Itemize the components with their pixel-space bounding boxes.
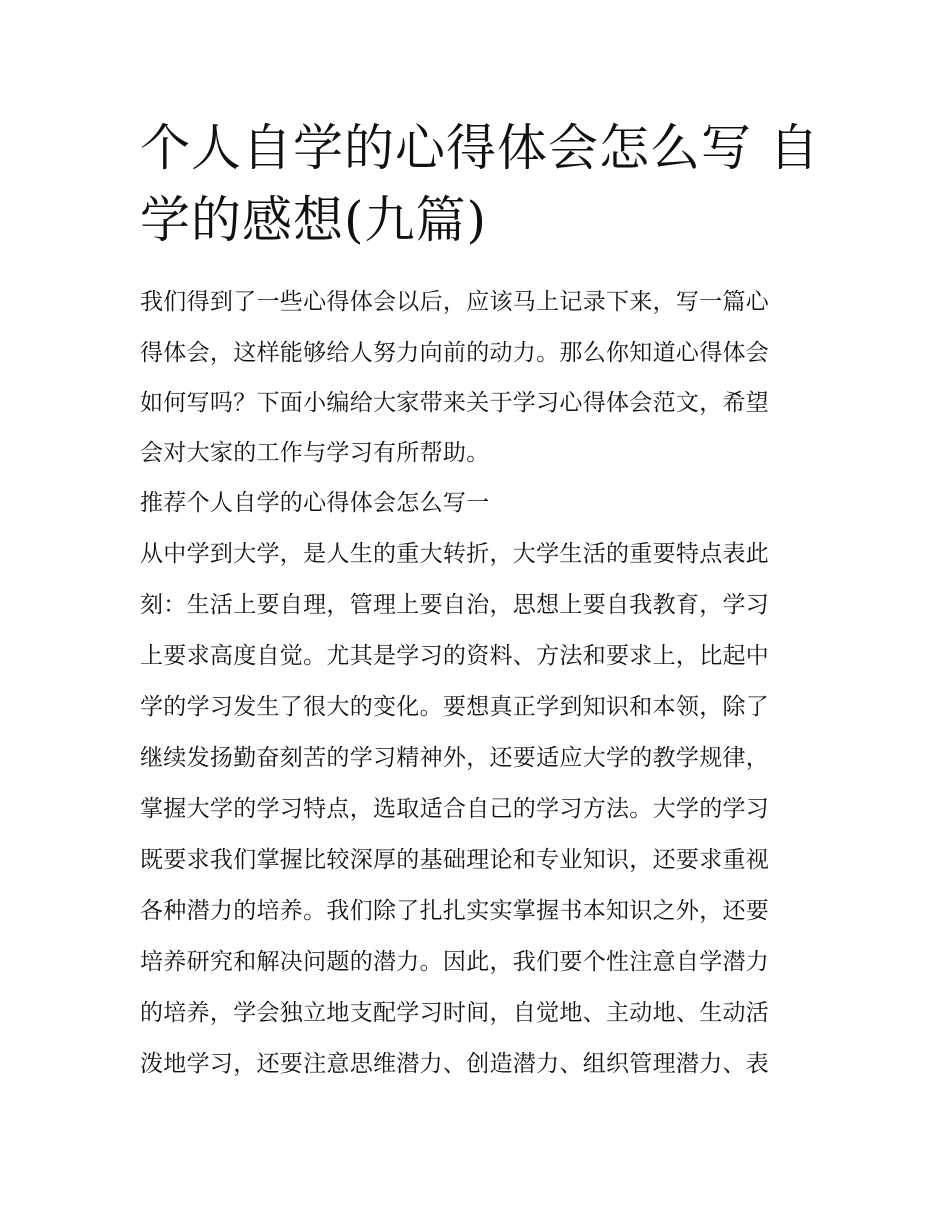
title-line-2: 学的感想(九篇) [140, 191, 488, 249]
intro-line-1: 我们得到了一些心得体会以后，应该马上记录下来，写一篇心 [140, 289, 770, 315]
intro-line-2: 得体会，这样能够给人努力向前的动力。那么你知道心得体会 [140, 340, 770, 366]
body-line-9: 培养研究和解决问题的潜力。因此，我们要个性注意自学潜力 [140, 949, 770, 975]
document-title [140, 112, 820, 256]
body-line-11: 泼地学习，还要注意思维潜力、创造潜力、组织管理潜力、表 [140, 1051, 770, 1077]
body-line-2: 刻：生活上要自理，管理上要自治，思想上要自我教育，学习 [140, 592, 770, 618]
section-heading: 推荐个人自学的心得体会怎么写一 [140, 490, 490, 516]
body-line-7: 既要求我们掌握比较深厚的基础理论和专业知识，还要求重视 [140, 847, 770, 873]
intro-line-4: 会对大家的工作与学习有所帮助。 [140, 440, 490, 466]
body-line-3: 上要求高度自觉。尤其是学习的资料、方法和要求上，比起中 [140, 643, 770, 669]
body-line-6: 掌握大学的学习特点，选取适合自己的学习方法。大学的学习 [140, 796, 770, 822]
body-line-10: 的培养，学会独立地支配学习时间，自觉地、主动地、生动活 [140, 1000, 770, 1026]
body-line-8: 各种潜力的培养。我们除了扎扎实实掌握书本知识之外，还要 [140, 898, 770, 924]
body-line-4: 学的学习发生了很大的变化。要想真正学到知识和本领，除了 [140, 694, 770, 720]
body-line-5: 继续发扬勤奋刻苦的学习精神外，还要适应大学的教学规律， [140, 745, 770, 771]
title-line-1: 个人自学的心得体会怎么写 自 [140, 119, 820, 177]
intro-line-3: 如何写吗？下面小编给大家带来关于学习心得体会范文，希望 [140, 390, 770, 416]
body-line-1: 从中学到大学，是人生的重大转折，大学生活的重要特点表此 [140, 541, 770, 567]
